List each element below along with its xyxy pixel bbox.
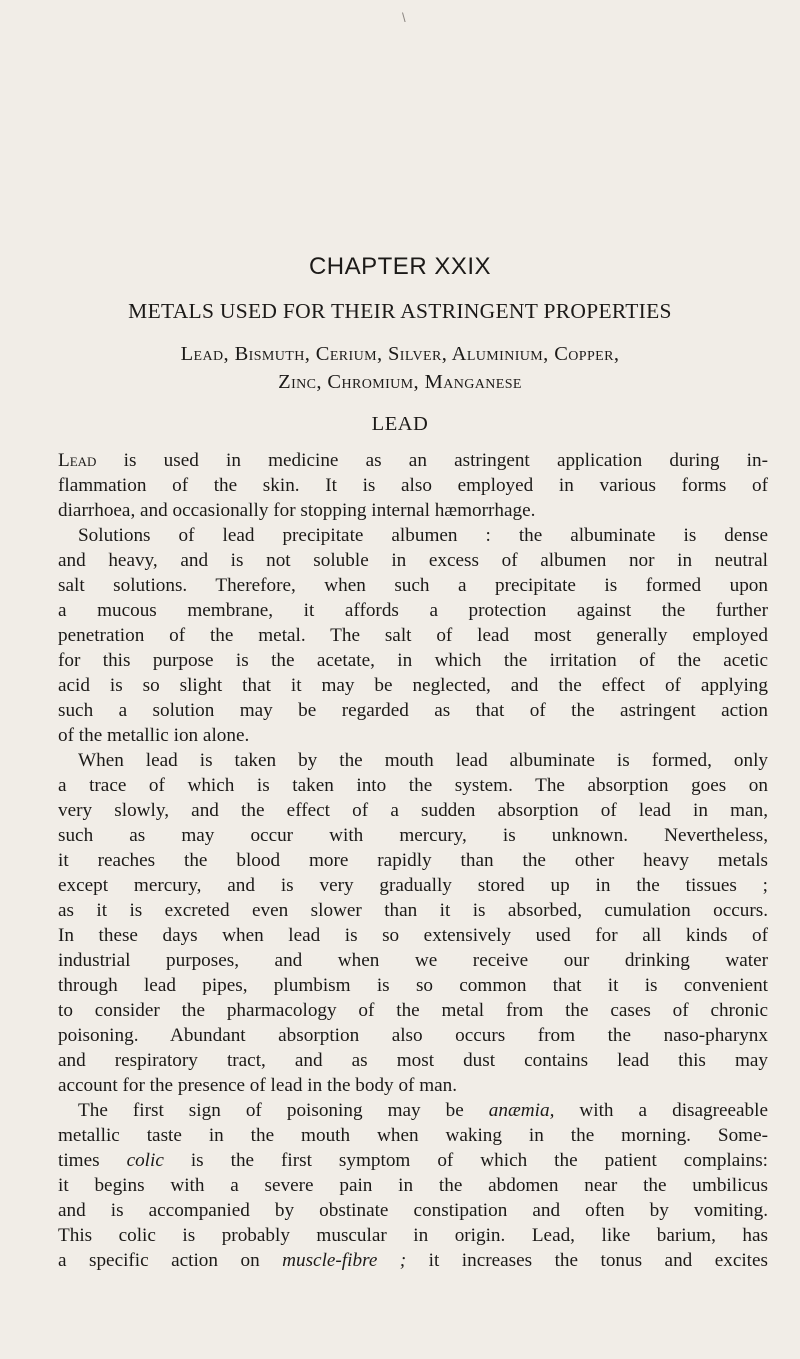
- chapter-title: METALS USED FOR THEIR ASTRINGENT PROPERTIES: [128, 299, 672, 323]
- text-line: of the metallic ion alone.: [58, 725, 250, 746]
- text-line: industrial purposes, and when we receive our drinking water: [58, 950, 768, 971]
- text-line: very slowly, and the effect of a sudden absorption of lead in man,: [58, 800, 768, 821]
- chapter-subtitle-line-2: Zinc, Chromium, Manganese: [278, 371, 522, 393]
- text-line: a mucous membrane, it affords a protection against the further: [58, 600, 768, 621]
- text-line: [58, 1148, 768, 1173]
- chapter-number: CHAPTER XXIX: [308, 253, 492, 280]
- text-span: is used in medicine as an astringent application during in-: [96, 450, 768, 471]
- text-span: a specific action on: [58, 1250, 283, 1271]
- text-span: The first sign of poisoning may be: [78, 1100, 489, 1121]
- text-line: [58, 1098, 768, 1123]
- text-line: When lead is taken by the mouth lead albuminate is formed, only: [78, 750, 768, 771]
- text-line: for this purpose is the acetate, in which the irritation of the acetic: [58, 650, 768, 671]
- text-line: such as may occur with mercury, is unknown. Nevertheless,: [58, 825, 768, 846]
- text-line: salt solutions. Therefore, when such a precipitate is formed upon: [58, 575, 768, 596]
- italic-term-colic: colic: [126, 1150, 164, 1171]
- text-line: [58, 1248, 768, 1273]
- text-line: such a solution may be regarded as that of the astringent action: [58, 700, 768, 721]
- text-line: account for the presence of lead in the body of man.: [58, 1075, 458, 1096]
- italic-term-muscle-fibre: muscle-fibre ;: [282, 1250, 407, 1271]
- text-line: through lead pipes, plumbism is so common that it is convenient: [58, 975, 768, 996]
- text-line: it reaches the blood more rapidly than the other heavy metals: [58, 850, 768, 871]
- text-line: to consider the pharmacology of the metal from the cases of chronic: [58, 1000, 768, 1021]
- text-line: flammation of the skin. It is also employed in various forms of: [58, 475, 768, 496]
- lead-word: Lead: [58, 450, 97, 471]
- text-span: times: [58, 1150, 127, 1171]
- text-line: it begins with a severe pain in the abdomen near the umbilicus: [58, 1175, 768, 1196]
- text-span: is the first symptom of which the patient complains:: [163, 1150, 768, 1171]
- text-line: as it is excreted even slower than it is absorbed, cumulation occurs.: [58, 900, 768, 921]
- text-line: a trace of which is taken into the system. The absorption goes on: [58, 775, 768, 796]
- text-line: In these days when lead is so extensively used for all kinds of: [58, 925, 768, 946]
- corner-mark: \: [402, 10, 406, 25]
- text-span: it increases the tonus and excites: [406, 1250, 768, 1271]
- text-line: except mercury, and is very gradually stored up in the tissues ;: [58, 875, 768, 896]
- italic-term-anaemia: anæmia,: [488, 1100, 555, 1121]
- text-line: acid is so slight that it may be neglected, and the effect of applying: [58, 675, 768, 696]
- text-line: poisoning. Abundant absorption also occurs from the naso-pharynx: [58, 1025, 768, 1046]
- text-line: and heavy, and is not soluble in excess of albumen nor in neutral: [58, 550, 768, 571]
- text-line: and is accompanied by obstinate constipation and often by vomiting.: [58, 1200, 768, 1221]
- text-span: with a disagreeable: [554, 1100, 768, 1121]
- text-line: [58, 448, 768, 473]
- chapter-subtitle-line-1: Lead, Bismuth, Cerium, Silver, Aluminium, Copper,: [180, 343, 620, 365]
- text-line: This colic is probably muscular in origin. Lead, like barium, has: [58, 1225, 768, 1246]
- text-line: Solutions of lead precipitate albumen : the albuminate is dense: [78, 525, 768, 546]
- section-heading: LEAD: [371, 413, 429, 435]
- body-text: [58, 448, 768, 1273]
- text-line: metallic taste in the mouth when waking in the morning. Some-: [58, 1125, 768, 1146]
- text-line: and respiratory tract, and as most dust contains lead this may: [58, 1050, 768, 1071]
- text-line: diarrhoea, and occasionally for stopping internal hæmorrhage.: [58, 500, 536, 521]
- text-line: penetration of the metal. The salt of lead most generally employed: [58, 625, 768, 646]
